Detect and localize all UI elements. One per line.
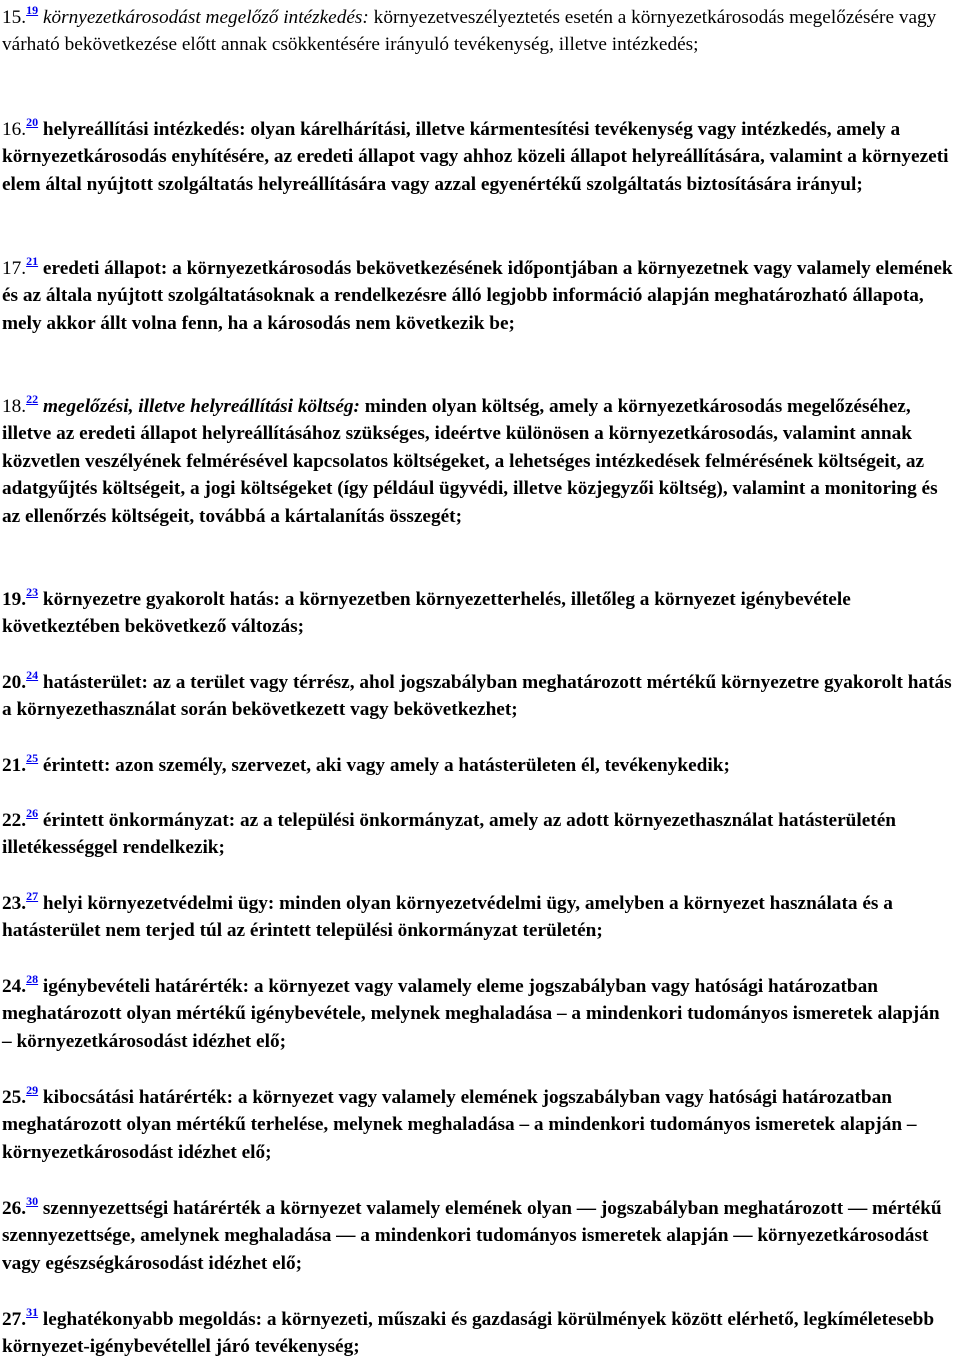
- footnote-ref[interactable]: [26, 254, 38, 268]
- definition-26: [2, 1195, 954, 1277]
- footnote-ref[interactable]: [26, 889, 38, 903]
- definition-number: 25.: [2, 1087, 27, 1108]
- footnote-ref[interactable]: [26, 668, 38, 682]
- definition-text: érintett: azon személy, szervezet, aki vagy amely a hatásterületen él, tevékenykedik;: [38, 755, 730, 776]
- footnote-ref[interactable]: [26, 585, 38, 599]
- definition-text: hatásterület: az a terület vagy térrész, ahol jogszabályban meghatározott mértékű környezetre gyakorolt hatás a környezethasználat során bekövetkezett vagy bekövetkezhet;: [2, 672, 952, 721]
- footnote-link[interactable]: 27: [26, 889, 39, 903]
- definition-21: [2, 752, 954, 779]
- definition-22: [2, 807, 954, 862]
- definition-number: 17.: [2, 258, 27, 279]
- footnote-link[interactable]: 20: [26, 115, 39, 129]
- definition-number: 27.: [2, 1309, 27, 1330]
- footnote-link[interactable]: 19: [26, 3, 39, 17]
- definition-text: minden olyan költség, amely a környezetkárosodás megelőzéséhez, illetve az eredeti állapot helyreállításához szükséges, ideértve különösen a környezetkárosodás, valamint annak közvetlen veszélyének felmérésével kapcsolatos költségeket, a lehetséges intézkedések felmérésének költségeit, az adatgyűjtés költségeit, a jogi költségeket (így például ügyvédi, illetve közjegyzői költség), valamint a monitoring és az ellenőrzés költségeit, továbbá a kártalanítás összegét;: [2, 396, 938, 527]
- definition-text: szennyezettségi határérték a környezet valamely elemének olyan — jogszabályban meghatározott — mértékű szennyezettsége, amelynek meghaladása — a mindenkori tudományos ismeretek alapján — környezetkárosodást vagy egészségkárosodást idézhet elő;: [2, 1198, 942, 1274]
- footnote-ref[interactable]: [26, 1083, 38, 1097]
- definition-text: igénybevételi határérték: a környezet vagy valamely eleme jogszabályban vagy hatósági határozatban meghatározott olyan mértékű igénybevétele, melynek meghaladása – a mindenkori tudományos ismeretek alapján – környezetkárosodást idézhet elő;: [2, 976, 940, 1052]
- footnote-link[interactable]: 23: [26, 585, 39, 599]
- definition-17: [2, 255, 954, 337]
- definition-number: 15.: [2, 7, 27, 28]
- definition-text: helyi környezetvédelmi ügy: minden olyan környezetvédelmi ügy, amelyben a környezet használata és a hatásterület nem terjed túl az érintett települési önkormányzat területén;: [2, 893, 893, 942]
- definition-25: [2, 1084, 954, 1166]
- footnote-link[interactable]: 30: [26, 1194, 39, 1208]
- footnote-link[interactable]: 25: [26, 751, 39, 765]
- definition-text: környezetveszélyeztetés esetén a környezetkárosodás megelőzésére vagy várható bekövetkezése előtt annak csökkentésére irányuló tevékenység, illetve intézkedés;: [2, 7, 937, 56]
- definition-20: [2, 669, 954, 724]
- footnote-ref[interactable]: [26, 751, 38, 765]
- definition-number: 21.: [2, 755, 27, 776]
- definition-number: 26.: [2, 1198, 27, 1219]
- footnote-link[interactable]: 24: [26, 668, 39, 682]
- definition-text: leghatékonyabb megoldás: a környezeti, műszaki és gazdasági körülmények között elérhető, legkíméletesebb környezet-igénybevétellel járó tevékenység;: [2, 1309, 935, 1358]
- definition-number: 16.: [2, 119, 27, 140]
- footnote-ref[interactable]: [26, 1305, 38, 1319]
- footnote-link[interactable]: 26: [26, 806, 39, 820]
- definition-number: 20.: [2, 672, 27, 693]
- footnote-link[interactable]: 22: [26, 392, 39, 406]
- definition-text: érintett önkormányzat: az a települési önkormányzat, amely az adott környezethasználat hatásterületén illetékességgel rendelkezik;: [2, 810, 896, 859]
- footnote-ref[interactable]: [26, 806, 38, 820]
- definition-23: [2, 890, 954, 945]
- footnote-ref[interactable]: [26, 1194, 38, 1208]
- footnote-link[interactable]: 31: [26, 1305, 39, 1319]
- footnote-link[interactable]: 29: [26, 1083, 39, 1097]
- definition-term: környezetkárosodást megelőző intézkedés:: [42, 7, 369, 28]
- definition-18: [2, 393, 954, 530]
- footnote-ref[interactable]: [26, 392, 38, 406]
- definition-number: 24.: [2, 976, 27, 997]
- footnote-ref[interactable]: [26, 3, 38, 17]
- definition-text: környezetre gyakorolt hatás: a környezetben környezetterhelés, illetőleg a környezet igénybevétele következtében bekövetkező változás;: [2, 589, 851, 638]
- definition-15: [2, 4, 954, 59]
- definition-24: [2, 973, 954, 1055]
- definition-number: 22.: [2, 810, 27, 831]
- definition-text: helyreállítási intézkedés: olyan kárelhárítási, illetve kármentesítési tevékenység vagy intézkedés, amely a környezetkárosodás enyhítésére, az eredeti állapot vagy ahhoz közeli állapot helyreállítására, valamint a környezeti elem által nyújtott szolgáltatás helyreállítására vagy azzal egyenértékű szolgáltatás biztosítására irányul;: [2, 119, 949, 195]
- footnote-ref[interactable]: [26, 972, 38, 986]
- definition-number: 19.: [2, 589, 27, 610]
- definition-text: kibocsátási határérték: a környezet vagy valamely elemének jogszabályban vagy hatósági határozatban meghatározott olyan mértékű terhelése, melynek meghaladása – a mindenkori tudományos ismeretek alapján – környezetkárosodást idézhet elő;: [2, 1087, 917, 1163]
- definition-text: eredeti állapot: a környezetkárosodás bekövetkezésének időpontjában a környezetnek vagy valamely elemének és az általa nyújtott szolgáltatásoknak a rendelkezésre álló legjobb információ alapján meghatározható állapota, mely akkor állt volna fenn, ha a károsodás nem következik be;: [2, 258, 953, 334]
- footnote-ref[interactable]: [26, 115, 38, 129]
- definition-number: 18.: [2, 396, 27, 417]
- footnote-link[interactable]: 21: [26, 254, 39, 268]
- definition-16: [2, 116, 954, 198]
- definition-27: [2, 1306, 954, 1361]
- definition-term: megelőzési, illetve helyreállítási költség:: [42, 396, 360, 417]
- definition-19: [2, 586, 954, 641]
- definition-number: 23.: [2, 893, 27, 914]
- footnote-link[interactable]: 28: [26, 972, 39, 986]
